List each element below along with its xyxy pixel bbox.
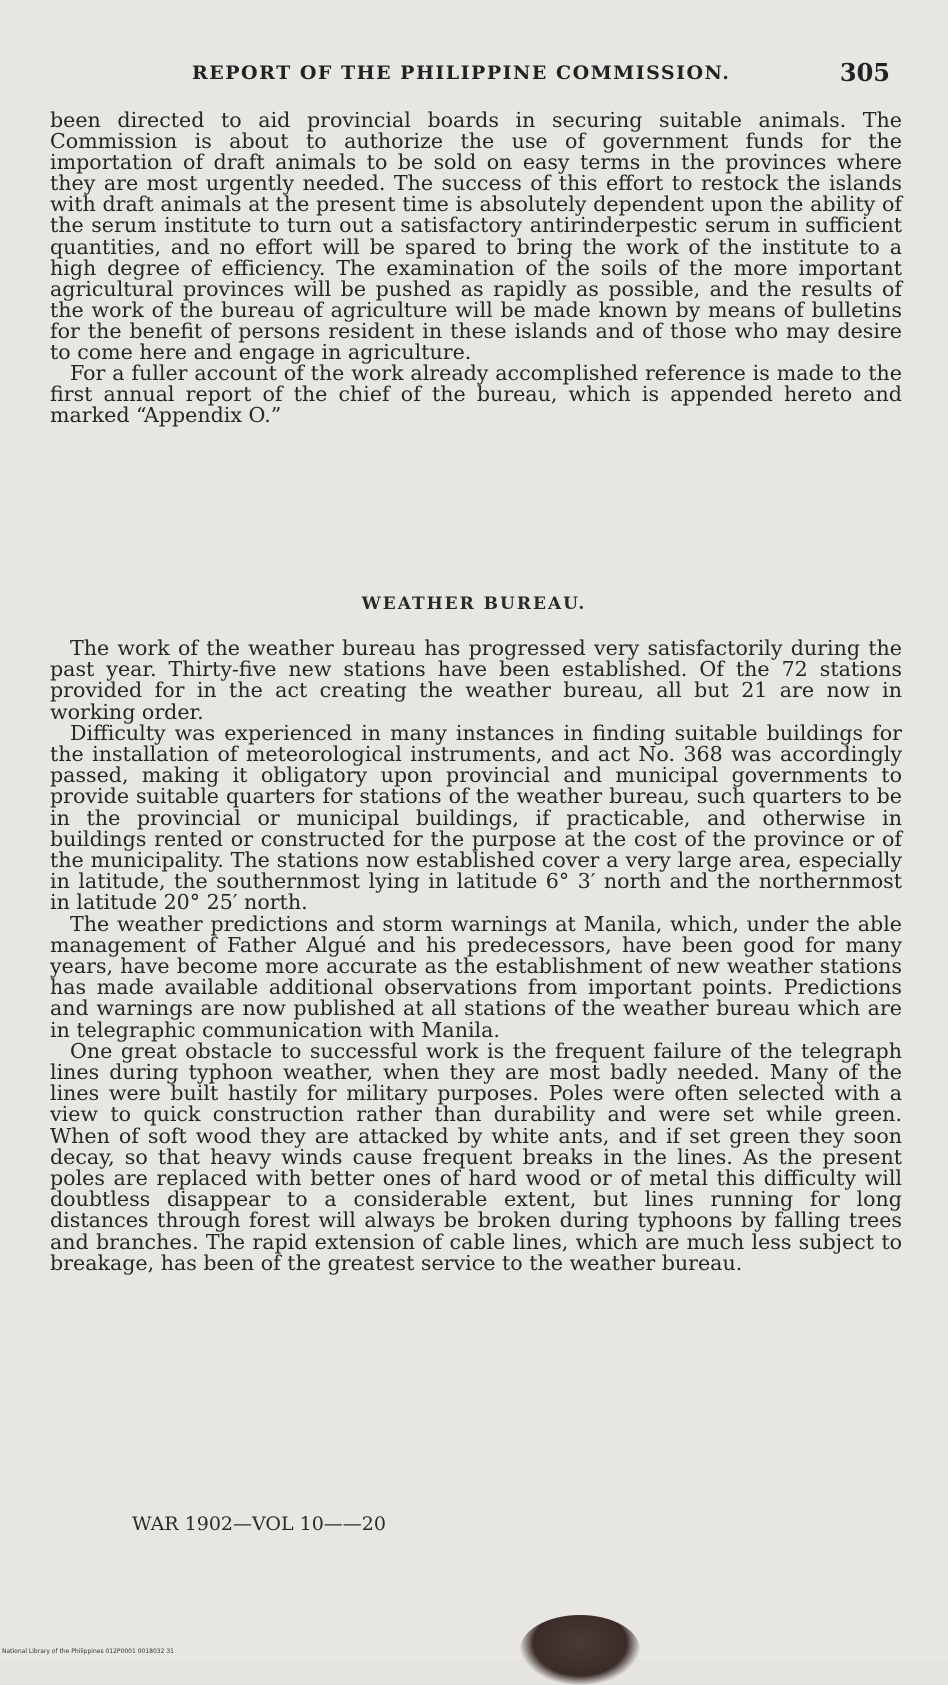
paragraph-appendix-reference: For a fuller account of the work already accomplished reference is made to the first annual report of the chief of the bureau, which is appended hereto and marked “Appendix O.” — [50, 361, 902, 428]
page-number: 305 — [839, 58, 890, 87]
body-text-weather — [50, 638, 902, 1274]
running-header — [52, 58, 890, 88]
section-heading-weather-bureau: WEATHER BUREAU. — [361, 594, 587, 614]
body-text-top — [50, 110, 902, 426]
paragraph-weather-buildings: Difficulty was experienced in many instances in finding suitable buildings for the installation of meteorological instruments, and act No. 368 was accordingly passed, making it obligatory upon provincial and municipal governments to provide suitable quarters for stations of the weather bureau, such quarters to be in the provincial or municipal buildings, if practicable, and otherwise in buildings rented or constructed for the purpose at the cost of the province or of the municipality. The stations now established cover a very large area, especially in latitude, the southernmost lying in latitude 6° 3′ north and the northernmost in latitude 20° 25′ north. — [50, 720, 902, 915]
paragraph-weather-progress: The work of the weather bureau has progressed very satisfactorily during the past year. Thirty-five new stations have been established. Of the 72 stations provided for in the act creating the weather bureau, all but 21 are now in working order. — [50, 636, 902, 724]
footer-credit: National Library of the Philippines 012P0001 0018032 31 — [2, 1648, 174, 1655]
paragraph-weather-telegraph: One great obstacle to successful work is the frequent failure of the telegraph lines during typhoon weather, when they are most badly needed. Many of the lines were built hastily for military purposes. Poles were often selected with a view to quick construction rather than durability and were set while green. When of soft wood they are attacked by white ants, and if set green they soon decay, so that heavy winds cause frequent breaks in the lines. As the present poles are replaced with better ones of hard wood or of metal this difficulty will doubtless disappear to a considerable extent, but lines running for long distances through forest will always be broken during typhoons by falling trees and branches. The rapid extension of cable lines, which are much less subject to breakage, has been of the greatest service to the weather bureau. — [50, 1038, 902, 1275]
signature-line: WAR 1902—VOL 10——20 — [132, 1513, 386, 1535]
scanner-thumb-shadow — [520, 1615, 640, 1685]
paragraph-weather-predictions: The weather predictions and storm warnings at Manila, which, under the able management of Father Algué and his predecessors, have been good for many years, have become more accurate as the establishment of new weather stations has made available additional observations from important points. Predictions and warnings are now published at all stations of the weather bureau which are in telegraphic communication with Manila. — [50, 911, 902, 1042]
paragraph-draft-animals: been directed to aid provincial boards in securing suitable animals. The Commission is about to authorize the use of government funds for the importation of draft animals to be sold on easy terms in the provinces where they are most urgently needed. The success of this effort to restock the islands with draft animals at the present time is absolutely dependent upon the ability of the serum institute to turn out a satisfactory antirinderpestic serum in sufficient quantities, and no effort will be spared to bring the work of the institute to a high degree of efficiency. The examination of the soils of the more important agricultural provinces will be pushed as rapidly as possible, and the results of the work of the bureau of agriculture will be made known by means of bulletins for the benefit of persons resident in these islands and of those who may desire to come here and engage in agriculture. — [50, 108, 902, 365]
header-title: REPORT OF THE PHILIPPINE COMMISSION. — [192, 62, 731, 84]
